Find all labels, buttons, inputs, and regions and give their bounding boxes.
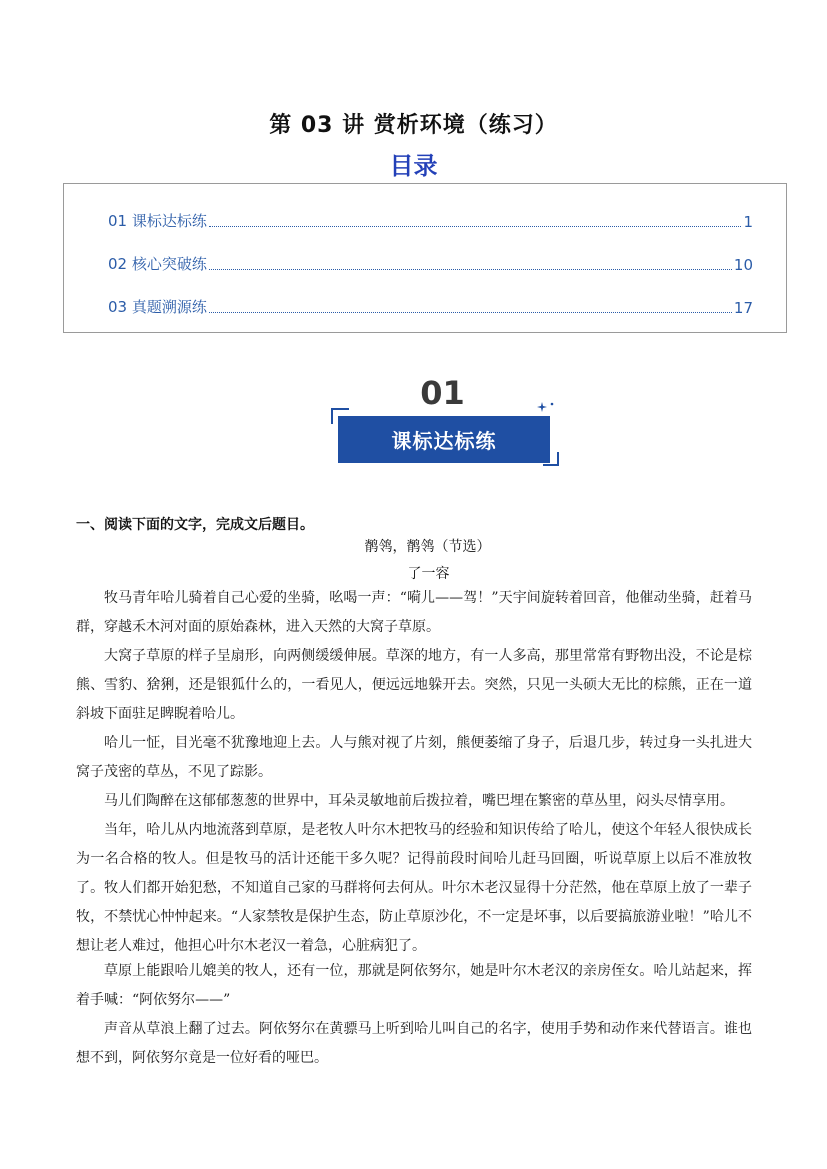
toc-item-label: 01 课标达标练 [108,212,207,230]
table-of-contents [63,183,787,333]
toc-leader-dots [209,225,742,227]
toc-item[interactable] [108,209,753,231]
passage-paragraph: 哈儿一怔，目光毫不犹豫地迎上去。人与熊对视了片刻，熊便萎缩了身子，后退几步，转过身一头扎进大窝子茂密的草丛，不见了踪影。 [76,735,752,780]
toc-heading: 目录 [389,152,438,180]
toc-leader-dots [209,311,732,313]
passage-paragraph: 大窝子草原的样子呈扇形，向两侧缓缓伸展。草深的地方，有一人多高，那里常常有野物出没，不论是棕熊、雪豹、猞猁，还是银狐什么的，一看见人，便远远地躲开去。突然，只见一头硕大无比的棕熊，正在一道斜坡下面驻足睥睨着哈儿。 [76,648,752,722]
sparkle-icon [536,400,556,414]
toc-leader-dots [209,268,732,270]
passage-paragraph: 草原上能跟哈儿媲美的牧人，还有一位，那就是阿依努尔，她是叶尔木老汉的亲房侄女。哈儿站起来，挥着手喊：“阿依努尔——” [76,963,752,1008]
section-number: 01 [420,374,465,412]
toc-item[interactable] [108,295,753,317]
banner-corner-decoration [543,452,559,466]
question-prompt: 一、阅读下面的文字，完成文后题目。 [76,517,314,533]
toc-item-page: 17 [733,299,753,317]
toc-item-label: 03 真题溯源练 [108,298,207,316]
page-title: 第 03 讲 赏析环境（练习） [269,113,558,138]
toc-item[interactable] [108,252,753,274]
passage-paragraph: 声音从草浪上翻了过去。阿依努尔在黄骠马上听到哈儿叫自己的名字，使用手势和动作来代替语言。谁也想不到，阿依努尔竟是一位好看的哑巴。 [76,1021,752,1066]
toc-item-page: 10 [733,256,753,274]
passage-author: 了一容 [407,566,450,582]
passage-paragraph: 当年，哈儿从内地流落到草原，是老牧人叶尔木把牧马的经验和知识传给了哈儿，使这个年轻人很快成长为一名合格的牧人。但是牧马的活计还能干多久呢？记得前段时间哈儿赶马回圈，听说草原上以后不准放牧了。牧人们都开始犯愁，不知道自己家的马群将何去何从。叶尔木老汉显得十分茫然，他在草原上放了一辈子牧，不禁忧心忡忡起来。“人家禁牧是保护生态，防止草原沙化，不一定是坏事，以后要搞旅游业啦！”哈儿不想让老人难过，他担心叶尔木老汉一着急，心脏病犯了。 [76,822,752,954]
passage-paragraph: 马儿们陶醉在这郁郁葱葱的世界中，耳朵灵敏地前后拨拉着，嘴巴埋在繁密的草丛里，闷头尽情享用。 [104,793,734,809]
passage-paragraph: 牧马青年哈儿骑着自己心爱的坐骑，吆喝一声：“嗬儿——驾！”天宇间旋转着回音，他催动坐骑，赶着马群，穿越禾木河对面的原始森林，进入天然的大窝子草原。 [76,590,752,635]
section-banner: 课标达标练 [338,416,550,463]
toc-item-page: 1 [743,213,753,231]
toc-item-label: 02 核心突破练 [108,255,207,273]
passage-title: 鹡鸰，鹡鸰（节选） [364,539,491,555]
